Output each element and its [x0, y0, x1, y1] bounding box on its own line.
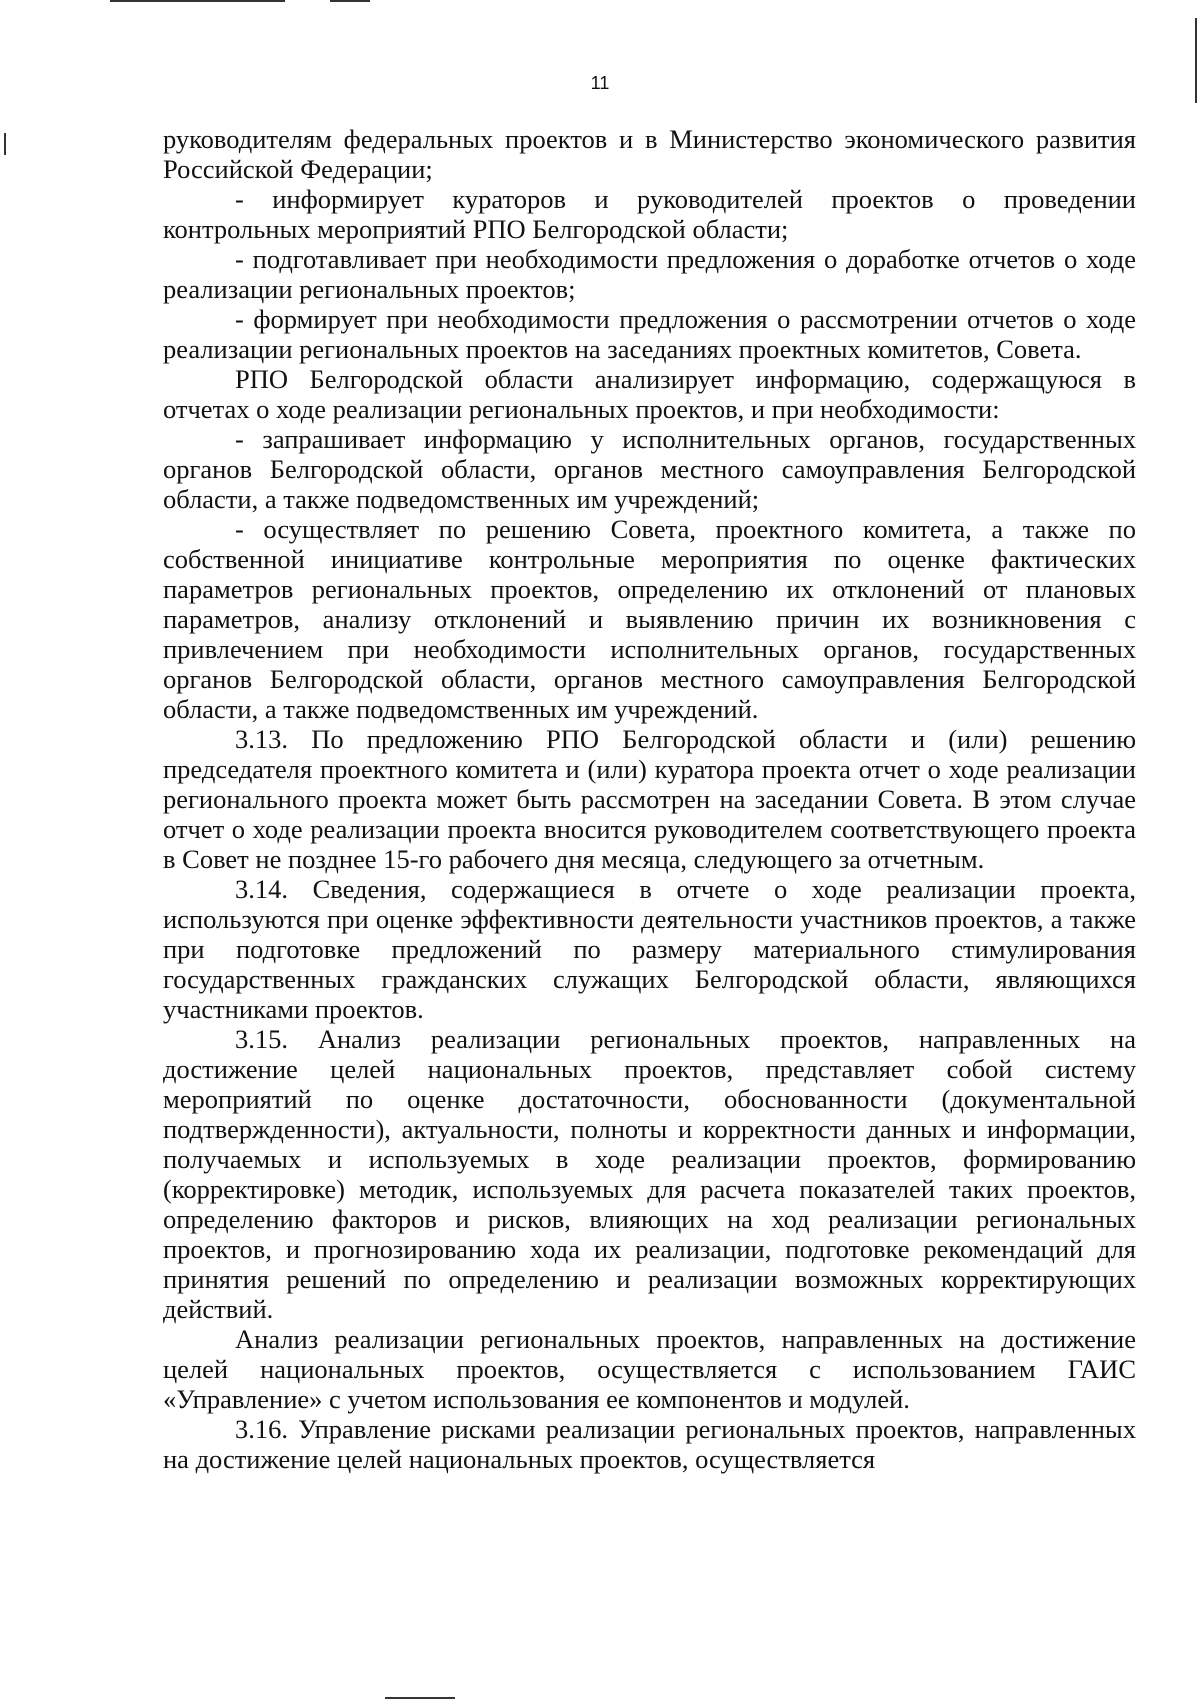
scan-edge-top-left [110, 0, 285, 2]
paragraph: 3.14. Сведения, содержащиеся в отчете о ходе реализации проекта, используются при оценке эффективности деятельности участников проектов, а также при подготовке предложений по размеру материального стимулирования государственных гражданских служащих Белгородской области, являющихся участниками проектов. [163, 874, 1136, 1024]
paragraph: - формирует при необходимости предложения о рассмотрении отчетов о ходе реализации региональных проектов на заседаниях проектных комитетов, Совета. [163, 304, 1136, 364]
document-body [163, 124, 1136, 1474]
paragraph: руководителям федеральных проектов и в Министерство экономического развития Российской Федерации; [163, 124, 1136, 184]
paragraph: - информирует кураторов и руководителей проектов о проведении контрольных мероприятий РПО Белгородской области; [163, 184, 1136, 244]
paragraph: - осуществляет по решению Совета, проектного комитета, а также по собственной инициативе контрольные мероприятия по оценке фактических параметров региональных проектов, определению их отклонений от плановых параметров, анализу отклонений и выявлению причин их возникновения с привлечением при необходимости исполнительных органов, государственных органов Белгородской области, органов местного самоуправления Белгородской области, а также подведомственных им учреждений. [163, 514, 1136, 724]
scan-edge-top-right [330, 0, 370, 2]
paragraph: РПО Белгородской области анализирует информацию, содержащуюся в отчетах о ходе реализации региональных проектов, и при необходимости: [163, 364, 1136, 424]
page-number: 11 [590, 73, 610, 93]
paragraph: - подготавливает при необходимости предложения о доработке отчетов о ходе реализации региональных проектов; [163, 244, 1136, 304]
scan-edge-bottom [385, 1697, 455, 1699]
paragraph: 3.13. По предложению РПО Белгородской области и (или) решению председателя проектного комитета и (или) куратора проекта отчет о ходе реализации регионального проекта может быть рассмотрен на заседании Совета. В этом случае отчет о ходе реализации проекта вносится руководителем соответствующего проекта в Совет не позднее 15-го рабочего дня месяца, следующего за отчетным. [163, 724, 1136, 874]
paragraph: Анализ реализации региональных проектов, направленных на достижение целей национальных проектов, осуществляется с использованием ГАИС «Управление» с учетом использования ее компонентов и модулей. [163, 1324, 1136, 1414]
scan-edge-left [4, 133, 6, 155]
paragraph: 3.15. Анализ реализации региональных проектов, направленных на достижение целей национальных проектов, представляет собой систему мероприятий по оценке достаточности, обоснованности (документальной подтвержденности), актуальности, полноты и корректности данных и информации, получаемых и используемых в ходе реализации проектов, формированию (корректировке) методик, используемых для расчета показателей таких проектов, определению факторов и рисков, влияющих на ход реализации региональных проектов, и прогнозированию хода их реализации, подготовке рекомендаций для принятия решений по определению и реализации возможных корректирующих действий. [163, 1024, 1136, 1324]
paragraph: - запрашивает информацию у исполнительных органов, государственных органов Белгородской области, органов местного самоуправления Белгородской области, а также подведомственных им учреждений; [163, 424, 1136, 514]
paragraph: 3.16. Управление рисками реализации региональных проектов, направленных на достижение целей национальных проектов, осуществляется [163, 1414, 1136, 1474]
